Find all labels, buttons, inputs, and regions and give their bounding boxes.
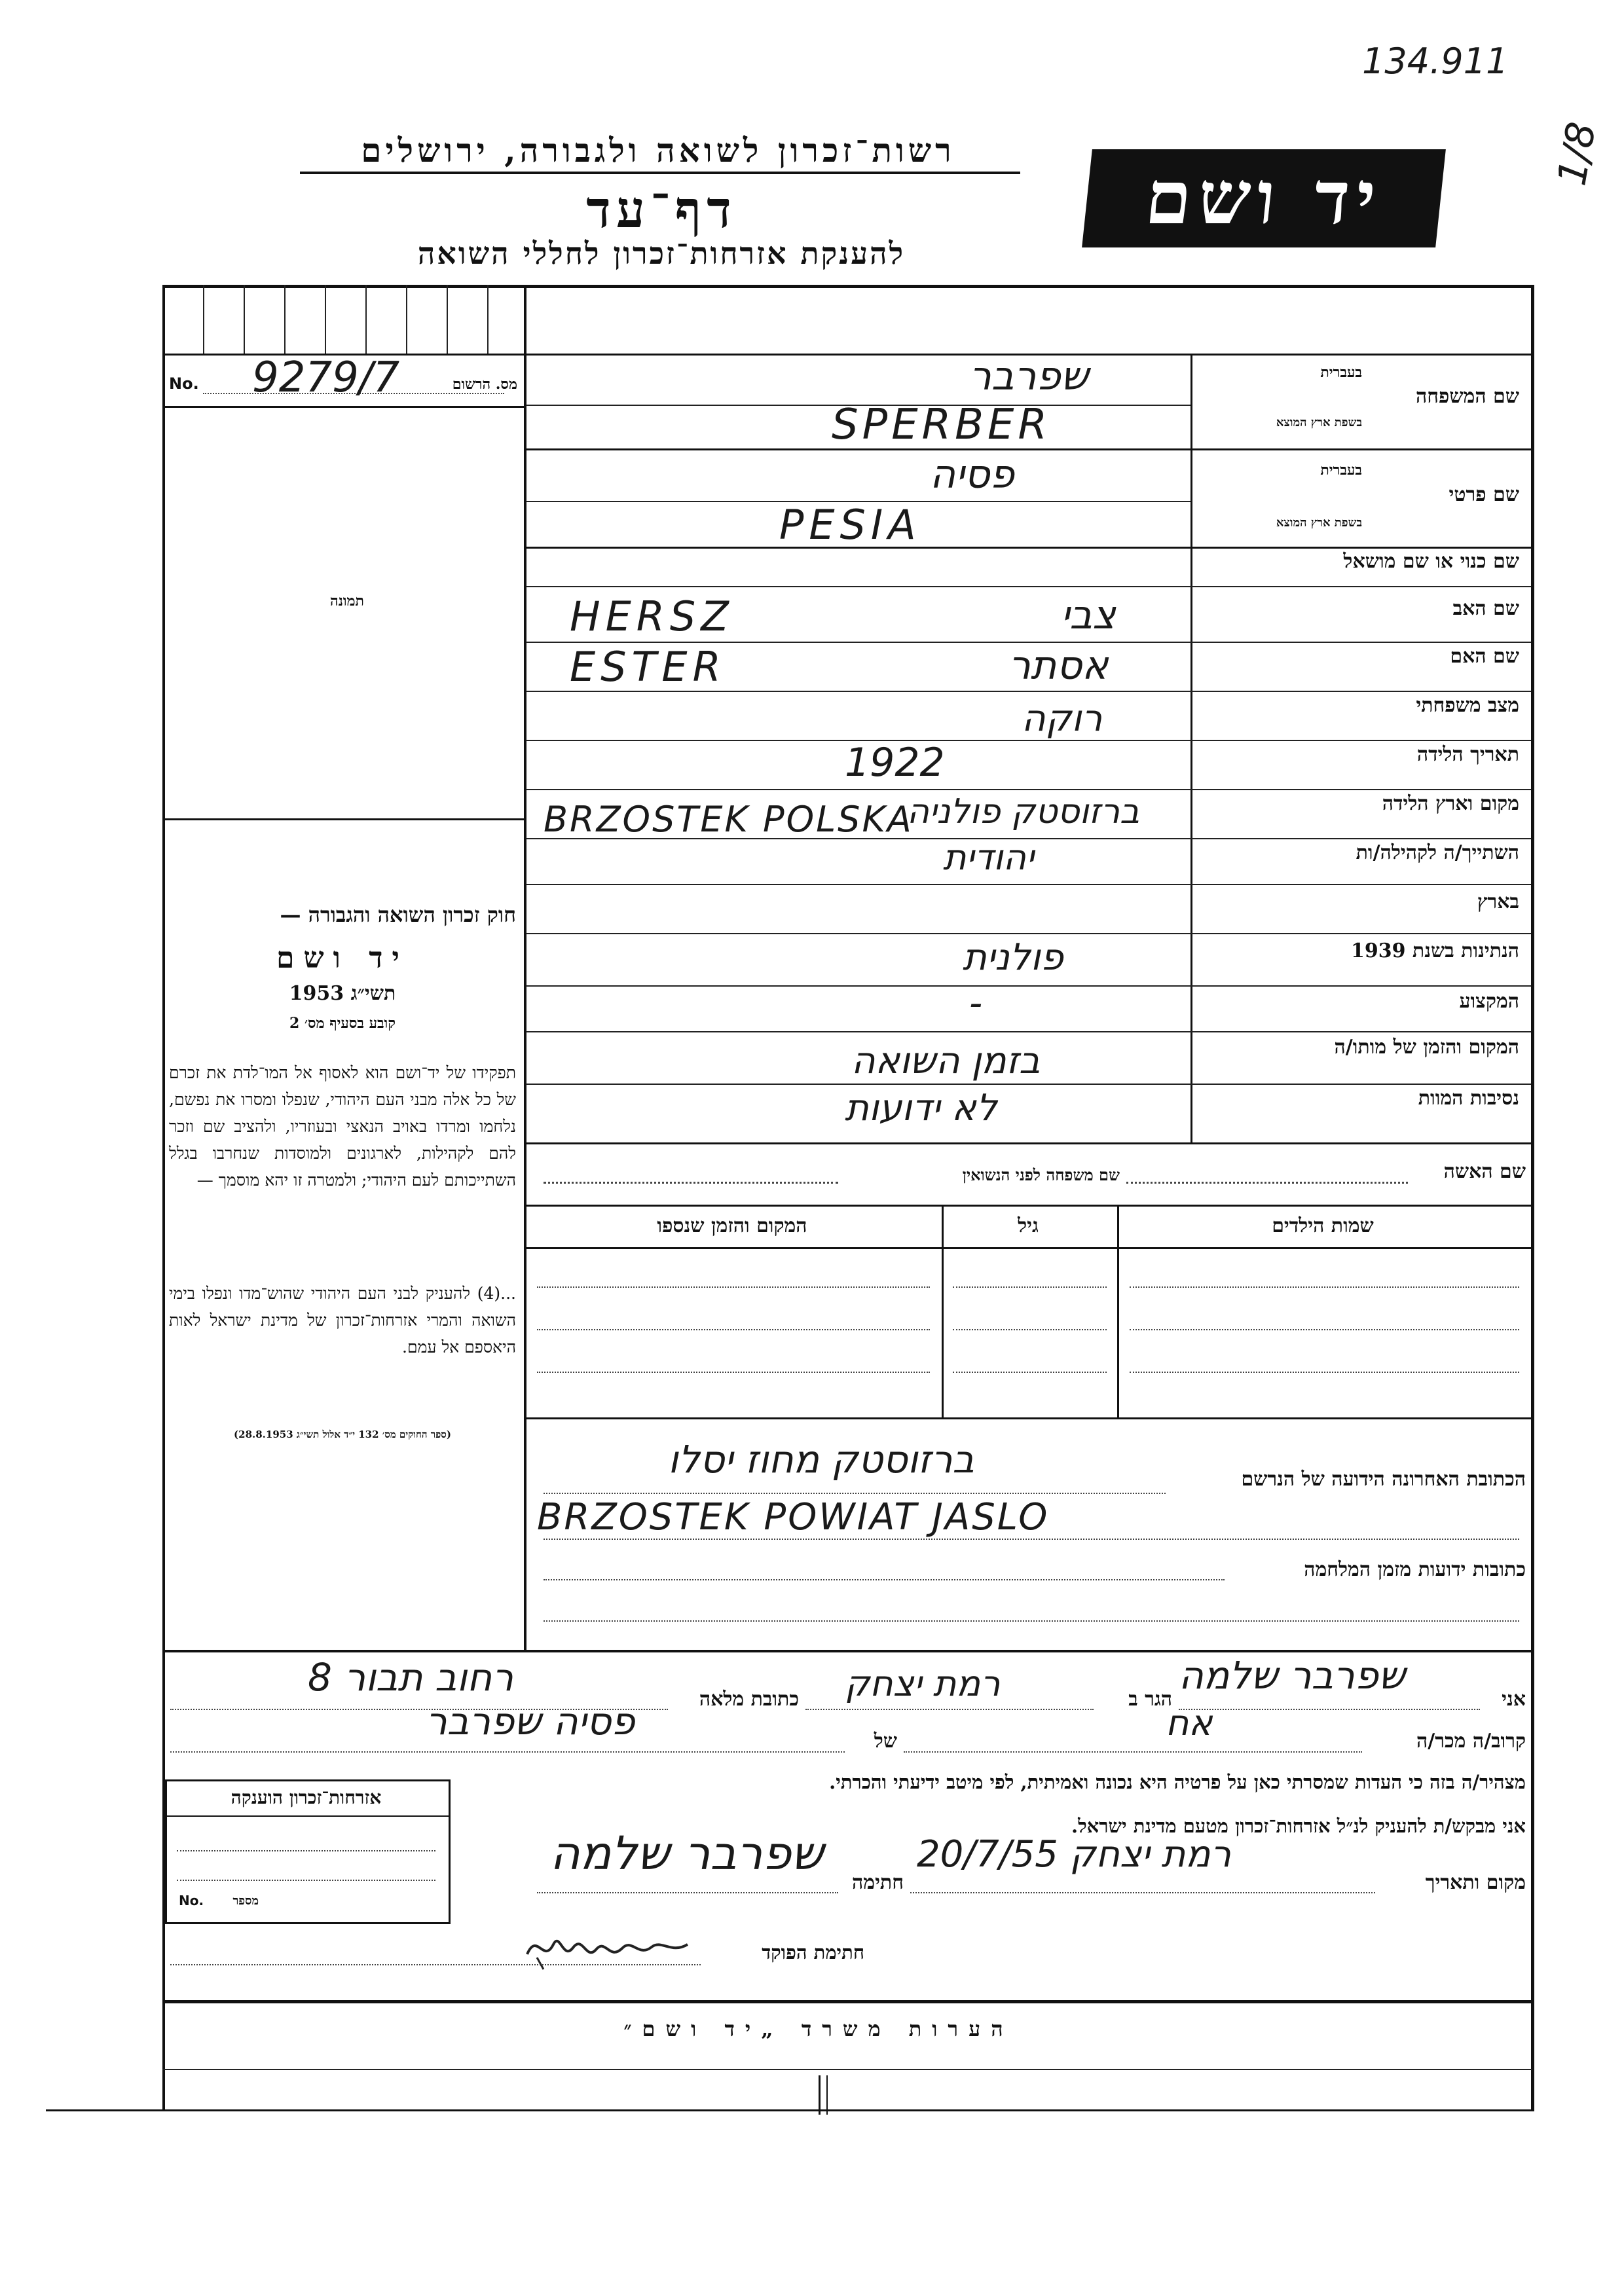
children-death-header: המקום והזמן שנספו bbox=[657, 1214, 807, 1237]
authority-title: רשות־זכרון לשואה ולגבורה, ירושלים bbox=[361, 131, 955, 170]
law-footnote: (ספר החוקים מס׳ 132 י״ד אלול תשי״ג 28.8.1953) bbox=[234, 1429, 451, 1440]
law-clause: קובע בסעיף מס׳ 2 bbox=[289, 1015, 396, 1032]
death-place-value: בזמן השואה bbox=[851, 1040, 1041, 1082]
mother-name-hebrew: אסתר bbox=[1008, 643, 1109, 689]
logo-text: יד ושם bbox=[1141, 155, 1386, 241]
family-name-label: שם המשפחה bbox=[1415, 385, 1519, 408]
of-label: של bbox=[874, 1730, 897, 1753]
marital-status-label: מצב משפחתי bbox=[1416, 694, 1519, 717]
declarant-resident-label: הגר ב bbox=[1128, 1688, 1172, 1711]
signature-label: חתימה bbox=[852, 1871, 904, 1894]
declaration-text: מצהיר/ה בזה כי העדות שמסרתי כאן על פרטיה היא נכונה ואמיתית, לפי מיטב ידיעתי והכרתי. bbox=[829, 1771, 1526, 1793]
mother-label: שם האם bbox=[1450, 645, 1519, 668]
last-address-origin: BRZOSTEK POWIAT JASLO bbox=[537, 1496, 1050, 1539]
last-address-hebrew: ברזוסטק מחוז יסלו bbox=[668, 1437, 974, 1482]
citizenship-1939-label: הנתינות בשנת 1939 bbox=[1350, 939, 1519, 962]
birth-date-label: תאריך הלידה bbox=[1416, 743, 1519, 766]
first-name-origin: PESIA bbox=[779, 501, 921, 549]
war-addresses-label: כתובות ידועות מזמן המלחמה bbox=[1304, 1558, 1526, 1581]
form-subtitle: להענקת אזרחות־זכרון לחללי השואה bbox=[417, 236, 906, 271]
wife-name-label: שם האשה bbox=[1443, 1160, 1526, 1183]
first-name-origin-sublabel: בשפת ארץ המוצא bbox=[1276, 516, 1362, 530]
birth-place-origin: BRZOSTEK POLSKA bbox=[544, 799, 913, 840]
community-value: יהודית bbox=[943, 837, 1035, 878]
children-age-header: גיל bbox=[1018, 1214, 1039, 1237]
family-name-hebrew: שפרבר bbox=[969, 354, 1089, 399]
place-date-label: מקום ותאריך bbox=[1425, 1871, 1526, 1894]
registration-no-label: No. bbox=[169, 374, 199, 393]
declarant-name: שפרבר שלמה bbox=[1179, 1653, 1406, 1698]
maiden-name-label: שם משפחה לפני הנשואין bbox=[962, 1165, 1120, 1184]
profession-value: - bbox=[969, 982, 983, 1025]
citizenship-box-number-label: מספר bbox=[232, 1894, 259, 1908]
family-name-hebrew-sublabel: בעברית bbox=[1320, 364, 1362, 381]
birth-place-label: מקום וארץ הלידה bbox=[1382, 792, 1519, 815]
death-circumstances-value: לא ידועות bbox=[845, 1087, 997, 1129]
first-name-hebrew-sublabel: בעברית bbox=[1320, 462, 1362, 479]
father-name-hebrew: צבי bbox=[1061, 592, 1116, 638]
relation-value: אח bbox=[1166, 1702, 1213, 1743]
full-address-label: כתובת מלאה bbox=[699, 1688, 799, 1711]
request-text: אני מבקש/ת להעניק לנ״ל אזרחות־זכרון מטעם מדינת ישראל. bbox=[1071, 1815, 1526, 1837]
declarant-i-label: אני bbox=[1502, 1688, 1526, 1711]
last-address-label: הכתובת האחרונה הידועה של הנרשם bbox=[1241, 1468, 1526, 1491]
country-label: בארץ bbox=[1477, 890, 1519, 913]
community-label: השתייך/ה לקהילה/ות bbox=[1356, 841, 1519, 864]
father-name-origin: HERSZ bbox=[570, 592, 734, 640]
profession-label: המקצוע bbox=[1459, 990, 1519, 1013]
citizenship-box-title: אזרחות־זכרון הוענקה bbox=[231, 1787, 382, 1808]
citizenship-box-no: No. bbox=[179, 1893, 204, 1908]
death-circumstances-label: נסיבות המוות bbox=[1418, 1087, 1519, 1110]
form-title: דף־עד bbox=[586, 180, 737, 240]
mother-name-origin: ESTER bbox=[570, 643, 726, 691]
law-text-2: ...(4) להעניק לבני העם היהודי שהוש־מדו ונפלו בימי השואה והמרי אזרחות־זכרון של מדינת ישראל לאות היאספם אל עמם. bbox=[169, 1284, 516, 1357]
officer-signature-label: חתימת הפוקד bbox=[762, 1941, 864, 1963]
first-name-hebrew: פסיה bbox=[930, 452, 1015, 498]
citizenship-1939-value: פולנית bbox=[963, 936, 1063, 979]
officer-signature bbox=[524, 1925, 694, 1971]
full-address-value: רחוב תבור 8 bbox=[308, 1655, 513, 1700]
family-name-origin-sublabel: בשפת ארץ המוצא bbox=[1276, 416, 1362, 429]
law-year: תשי״ג 1953 bbox=[289, 982, 396, 1005]
nickname-label: שם כנוי או שם מושאל bbox=[1343, 550, 1519, 573]
first-name-label: שם פרטי bbox=[1449, 483, 1519, 506]
declarant-signature: שפרבר שלמה bbox=[550, 1827, 824, 1880]
law-name: יד ושם bbox=[276, 941, 409, 975]
corner-mark: 1/8 bbox=[1549, 118, 1606, 189]
birth-place-hebrew: ברזוסטק פולניה bbox=[907, 792, 1140, 831]
marital-status-value: רוקה bbox=[1022, 697, 1103, 740]
law-text-1: תפקידו של יד־ושם הוא לאסוף אל המו־לדת את זכרם של כל אלה מבני העם היהודי, שנפלו ומסרו את נפשם, נלחמו ומרדו באויב הנאצי ובעוזריו, ולהציב שם וזכר להם לקהילות, לארגונים ולמוסדות שנחרבו בגלל השתייכותם לעם היהודי; ולמטרה זו יהא מוסמך — bbox=[169, 1063, 516, 1190]
office-remarks-label: הערות משרד „יד ושם״ bbox=[623, 2016, 1014, 2041]
photo-label: תמונה bbox=[330, 592, 364, 610]
citizenship-granted-box bbox=[165, 1779, 451, 1924]
of-value: פסיה שפרבר bbox=[426, 1699, 635, 1743]
birth-date-value: 1922 bbox=[845, 740, 945, 786]
registration-label: מס. הרשום bbox=[452, 376, 517, 393]
declarant-city: רמת יצחק bbox=[845, 1663, 1001, 1704]
children-names-header: שמות הילדים bbox=[1272, 1214, 1374, 1237]
law-heading: חוק זכרון השואה והגבורה — bbox=[280, 902, 516, 927]
relative-label: קרוב/ה מכר/ה bbox=[1416, 1730, 1526, 1753]
death-place-label: המקום והזמן של מותו/ה bbox=[1334, 1036, 1519, 1059]
family-name-origin: SPERBER bbox=[832, 401, 1051, 449]
father-label: שם האב bbox=[1452, 597, 1519, 620]
archive-number: 134.911 bbox=[1362, 41, 1509, 82]
place-date-value: רמת יצחק 20/7/55 bbox=[917, 1833, 1232, 1876]
yad-vashem-logo bbox=[1082, 149, 1446, 247]
registration-number: 9279/7 bbox=[252, 354, 400, 402]
